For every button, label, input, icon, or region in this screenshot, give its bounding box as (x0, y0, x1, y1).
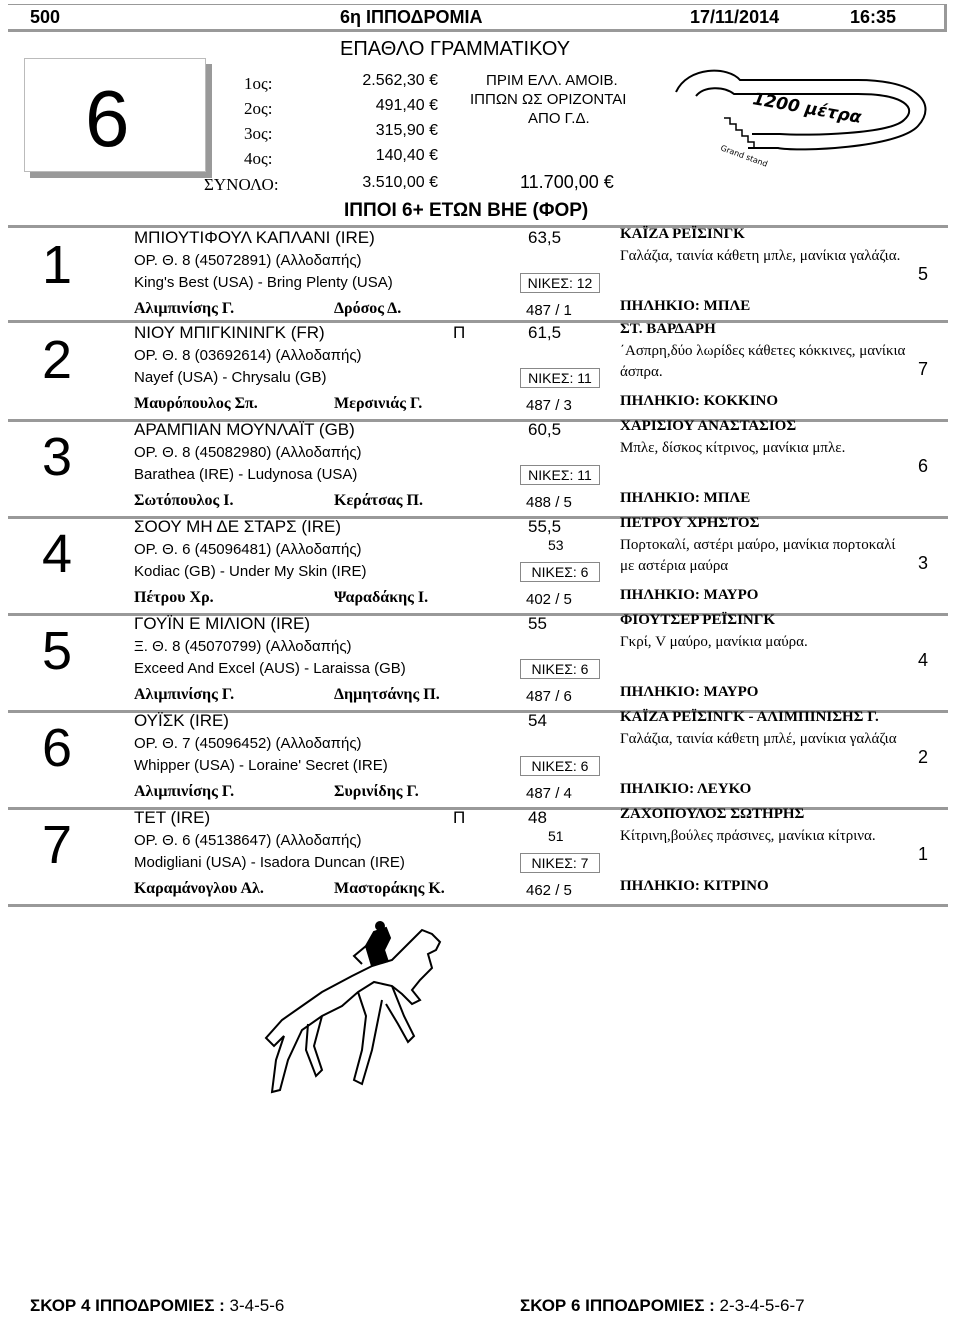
silks-colors: ΄Ασπρη,δύο λωρίδες κάθετες κόκκινες, μανίκια άσπρα. (620, 343, 906, 380)
horse-wins: ΝΙΚΕΣ: 6 (520, 562, 600, 582)
score4-label: ΣΚΟΡ 4 ΙΠΠΟΔΡΟΜΙΕΣ : (30, 1296, 225, 1315)
jockey-name: Συρινίδης Γ. (334, 783, 419, 800)
horse-origin: Ξ. Θ. 8 (45070799) (Αλλοδαπής) (134, 638, 352, 655)
horse-mark: Π (453, 323, 466, 342)
score4-value: 3-4-5-6 (229, 1296, 285, 1315)
cap-color: ΠΗΛΗΚΙΟ: ΜΠΛΕ (620, 298, 751, 314)
horse-name: ΜΠΙΟΥΤΙΦΟΥΛ ΚΑΠΛΑΝΙ (IRE) (134, 228, 375, 247)
trainer-name: Μαυρόπουλος Σπ. (134, 395, 258, 412)
jockey-name: Κεράτσας Π. (334, 492, 423, 509)
purse-label-total: ΣΥΝΟΛΟ: (204, 175, 279, 194)
horse-name: ΓΟΥΪΝ Ε ΜΙΛΙΟΝ (IRE) (134, 614, 311, 633)
race-number-box (24, 58, 206, 172)
premium-line-1: ΠΡΙΜ ΕΛΛ. ΑΜΟΙΒ. (486, 72, 618, 89)
trainer-name: Σωτόπουλος Ι. (134, 492, 234, 509)
runner-number: 6 (42, 718, 73, 778)
horse-name: ΟΥΪΣΚ (IRE) (134, 711, 229, 730)
cap-color: ΠΗΛΙΚΙΟ: ΛΕΥΚΟ (620, 781, 752, 797)
horse-weight: 54 (528, 711, 547, 730)
trainer-name: Καραμάνογλου Αλ. (134, 880, 264, 897)
grandstand-label: Grand stand (719, 143, 769, 169)
horse-weight-alt: 53 (548, 537, 564, 553)
horse-pedigree: Whipper (USA) - Loraine' Secret (IRE) (134, 757, 388, 774)
race-number: 6 (85, 74, 130, 163)
runner-number: 4 (42, 524, 73, 584)
jockey-name: Δρόσος Δ. (334, 300, 402, 317)
runner-row (8, 711, 948, 810)
jockey-name: Δημητσάνης Π. (334, 686, 440, 703)
owner-name: ΧΑΡΙΣΙΟΥ ΑΝΑΣΤΑΣΙΟΣ (620, 418, 797, 434)
horse-weight: 60,5 (528, 420, 562, 439)
runner-row (8, 420, 948, 519)
horse-name: ΤΕΤ (IRE) (134, 808, 211, 827)
horse-wins: ΝΙΚΕΣ: 12 (520, 273, 600, 293)
horse-pedigree: Modigliani (USA) - Isadora Duncan (IRE) (134, 854, 405, 871)
stall-info: 487 / 6 (526, 688, 572, 705)
jockey-name: Μαστοράκης Κ. (334, 880, 445, 897)
horse-weight: 55,5 (528, 517, 562, 536)
purse-value-3: 315,90 € (375, 122, 438, 139)
horse-origin: ΟΡ. Θ. 6 (45138647) (Αλλοδαπής) (134, 832, 362, 849)
trainer-name: Αλιμπινίσης Γ. (134, 783, 235, 800)
score4-footer (30, 1296, 284, 1316)
runner-row (8, 808, 948, 907)
stall-info: 487 / 4 (526, 785, 572, 802)
horse-wins: ΝΙΚΕΣ: 6 (520, 659, 600, 679)
premium-line-2: ΙΠΠΩΝ ΩΣ ΟΡΙΖΟΝΤΑΙ (470, 91, 627, 108)
runner-number: 2 (42, 330, 73, 390)
purse-label-4: 4ος: (244, 149, 273, 168)
race-label: 6η ΙΠΠΟΔΡΟΜΙΑ (340, 7, 483, 27)
horse-pedigree: Nayef (USA) - Chrysalu (GB) (134, 369, 327, 386)
runner-number: 5 (42, 621, 73, 681)
runner-row (8, 225, 948, 323)
owner-name: ΦΙΟΥΤΣΕΡ ΡΕΪΣΙΝΓΚ (620, 612, 775, 628)
track-diagram (668, 56, 948, 174)
cap-color: ΠΗΛΗΚΙΟ: ΜΑΥΡΟ (620, 587, 759, 603)
purse-label-3: 3ος: (244, 124, 273, 143)
horse-origin: ΟΡ. Θ. 7 (45096452) (Αλλοδαπής) (134, 735, 362, 752)
purse-value-1: 2.562,30 € (362, 72, 438, 89)
jockey-name: Μερσινιάς Γ. (334, 395, 423, 412)
draw-number: 6 (918, 456, 929, 476)
page-number: 500 (30, 7, 61, 27)
horse-weight: 63,5 (528, 228, 562, 247)
silks-colors: Γκρί, V μαύρο, μανίκια μαύρα. (620, 634, 808, 650)
purse-value-total: 3.510,00 € (362, 174, 438, 191)
horse-origin: ΟΡ. Θ. 8 (45072891) (Αλλοδαπής) (134, 252, 362, 269)
draw-number: 2 (918, 747, 929, 767)
draw-number: 7 (918, 359, 929, 379)
horse-weight-alt: 51 (548, 828, 564, 844)
horse-weight: 55 (528, 614, 547, 633)
stall-info: 487 / 3 (526, 397, 572, 414)
draw-number: 5 (918, 264, 929, 284)
stall-info: 402 / 5 (526, 591, 572, 608)
trainer-name: Αλιμπινίσης Γ. (134, 300, 235, 317)
horse-wins: ΝΙΚΕΣ: 11 (520, 368, 600, 388)
horse-mark: Π (453, 808, 466, 827)
owner-name: ΚΑΪΖΑ ΡΕΪΣΙΝΓΚ - ΑΛΙΜΠΙΝΙΣΗΣ Γ. (620, 709, 879, 725)
horse-name: ΑΡΑΜΠΙΑΝ ΜΟΥΝΛΑΪΤ (GB) (134, 420, 355, 439)
trainer-name: Πέτρου Χρ. (134, 589, 214, 606)
stall-info: 462 / 5 (526, 882, 572, 899)
cap-color: ΠΗΛΗΚΙΟ: ΚΙΤΡΙΝΟ (620, 878, 769, 894)
horse-weight: 48 (528, 808, 547, 827)
premium-line-3: ΑΠΟ Γ.Δ. (528, 110, 590, 127)
silks-colors: Γαλάζια, ταινία κάθετη μπλέ, μανίκια γαλάζια (620, 731, 897, 747)
draw-number: 4 (918, 650, 929, 670)
cap-color: ΠΗΛΗΚΙΟ: ΜΠΛΕ (620, 490, 751, 506)
runner-number: 1 (42, 235, 73, 295)
score6-value: 2-3-4-5-6-7 (719, 1296, 805, 1315)
silks-colors: Γαλάζια, ταινία κάθετη μπλε, μανίκια γαλάζια. (620, 248, 901, 264)
horse-pedigree: Kodiac (GB) - Under My Skin (IRE) (134, 563, 367, 580)
horse-origin: ΟΡ. Θ. 6 (45096481) (Αλλοδαπής) (134, 541, 362, 558)
purse-value-4: 140,40 € (375, 147, 438, 164)
horse-origin: ΟΡ. Θ. 8 (03692614) (Αλλοδαπής) (134, 347, 362, 364)
cap-color: ΠΗΛΗΚΙΟ: ΚΟΚΚΙΝΟ (620, 393, 779, 409)
horse-pedigree: Exceed And Excel (AUS) - Laraissa (GB) (134, 660, 406, 677)
purse-label-1: 1ος: (244, 74, 273, 93)
runner-row (8, 323, 948, 422)
distance-label: 1200 μέτρα (751, 89, 863, 129)
runner-row (8, 614, 948, 713)
premium-amount: 11.700,00 € (520, 172, 614, 192)
score6-footer (520, 1296, 805, 1316)
racehorse-illustration (262, 920, 462, 1110)
horse-origin: ΟΡ. Θ. 8 (45082980) (Αλλοδαπής) (134, 444, 362, 461)
trainer-name: Αλιμπινίσης Γ. (134, 686, 235, 703)
owner-name: ΣΤ. ΒΑΡΔΑΡΗ (620, 321, 716, 337)
jockey-name: Ψαραδάκης Ι. (334, 589, 429, 606)
horse-weight: 61,5 (528, 323, 562, 342)
draw-number: 3 (918, 553, 929, 573)
runner-number: 3 (42, 427, 73, 487)
horse-wins: ΝΙΚΕΣ: 11 (520, 465, 600, 485)
owner-name: ΠΕΤΡΟΥ ΧΡΗΣΤΟΣ (620, 515, 760, 531)
purse-value-2: 491,40 € (375, 97, 438, 114)
race-time: 16:35 (850, 7, 897, 27)
header-bar (8, 4, 947, 32)
horse-pedigree: King's Best (USA) - Bring Plenty (USA) (134, 274, 393, 291)
silks-colors: Κίτρινη,βούλες πράσινες, μανίκια κίτρινα. (620, 828, 876, 844)
horse-wins: ΝΙΚΕΣ: 7 (520, 853, 600, 873)
score6-label: ΣΚΟΡ 6 ΙΠΠΟΔΡΟΜΙΕΣ : (520, 1296, 715, 1315)
silks-colors: Μπλε, δίσκος κίτρινος, μανίκια μπλε. (620, 440, 846, 456)
stall-info: 488 / 5 (526, 494, 572, 511)
runner-row (8, 517, 948, 616)
runner-number: 7 (42, 815, 73, 875)
horse-name: ΝΙΟΥ ΜΠΙΓΚΙΝΙΝΓΚ (FR) (134, 323, 325, 342)
horse-pedigree: Barathea (IRE) - Ludynosa (USA) (134, 466, 358, 483)
owner-name: ΚΑΪΖΑ ΡΕΪΣΙΝΓΚ (620, 226, 745, 242)
race-date: 17/11/2014 (690, 7, 780, 27)
silks-colors: Πορτοκαλί, αστέρι μαύρο, μανίκια πορτοκαλί με αστέρια μαύρα (620, 537, 896, 574)
horse-name: ΣΟΟΥ ΜΗ ΔΕ ΣΤΑΡΣ (IRE) (134, 517, 342, 536)
horse-wins: ΝΙΚΕΣ: 6 (520, 756, 600, 776)
race-title: ΕΠΑΘΛΟ ΓΡΑΜΜΑΤΙΚΟΥ (340, 38, 571, 60)
stall-info: 487 / 1 (526, 302, 572, 319)
purse-label-2: 2ος: (244, 99, 273, 118)
draw-number: 1 (918, 844, 929, 864)
race-conditions: ΙΠΠΟΙ 6+ ΕΤΩΝ ΒΗΕ (ΦΟΡ) (344, 200, 589, 221)
owner-name: ΖΑΧΟΠΟΥΛΟΣ ΣΩΤΗΡΗΣ (620, 806, 805, 822)
cap-color: ΠΗΛΗΚΙΟ: ΜΑΥΡΟ (620, 684, 759, 700)
